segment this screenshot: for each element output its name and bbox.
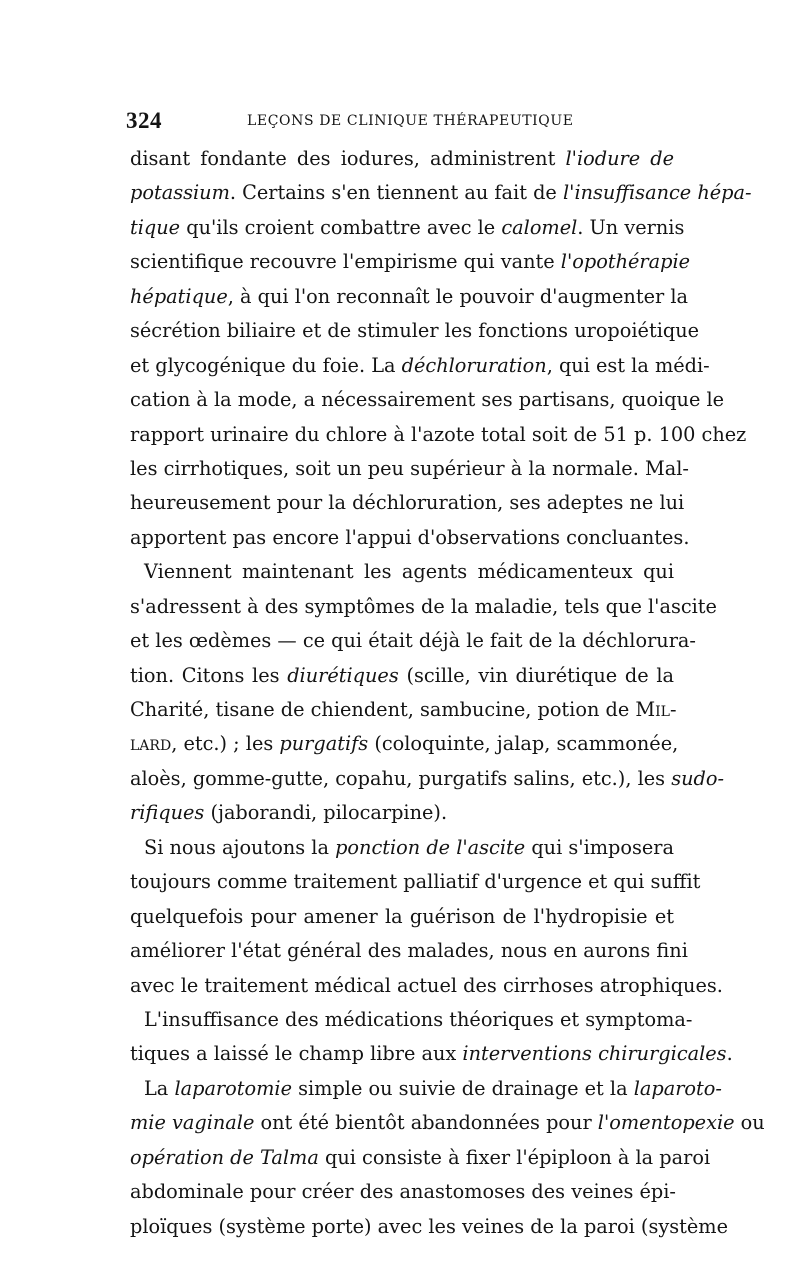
text-line: Viennent maintenant les agents médicamenteux qui <box>144 560 674 584</box>
text-line: mie vaginale ont été bientôt abandonnées pour l'omentopexie ou <box>130 1111 765 1135</box>
page-number: 324 <box>126 108 162 133</box>
text-line: L'insuffisance des médications théoriques et symptoma- <box>144 1007 693 1031</box>
text-line: tiques a laissé le champ libre aux interventions chirurgicales. <box>130 1042 733 1066</box>
text-line: disant fondante des iodures, administrent l'iodure de <box>130 147 675 170</box>
text-line: tique qu'ils croient combattre avec le calomel. Un vernis <box>130 215 685 239</box>
text-line: sécrétion biliaire et de stimuler les fonctions uropoiétique <box>130 319 700 343</box>
text-line: améliorer l'état général des malades, nous en aurons fini <box>130 939 688 963</box>
text-line: heureusement pour la déchloruration, ses adeptes ne lui <box>130 491 685 515</box>
running-head <box>126 106 686 136</box>
text-line: apportent pas encore l'appui d'observations concluantes. <box>130 525 690 549</box>
text-line: ploïques (système porte) avec les veines de la paroi (système <box>130 1214 728 1238</box>
text-line: avec le traitement médical actuel des cirrhoses atrophiques. <box>130 973 723 997</box>
text-line: et glycogénique du foie. La déchloruration, qui est la médi- <box>130 353 710 377</box>
text-line: opération de Talma qui consiste à fixer l'épiploon à la paroi <box>130 1145 711 1169</box>
text-line: Si nous ajoutons la ponction de l'ascite qui s'imposera <box>144 835 674 859</box>
body-text <box>130 142 765 1244</box>
text-line: quelquefois pour amener la guérison de l'hydropisie et <box>130 904 674 928</box>
text-line: rapport urinaire du chlore à l'azote total soit de 51 p. 100 chez <box>130 422 747 446</box>
text-line: abdominale pour créer des anastomoses des veines épi- <box>130 1180 676 1204</box>
text-line: s'adressent à des symptômes de la maladie, tels que l'ascite <box>130 594 717 618</box>
text-line: scientifique recouvre l'empirisme qui vante l'opothérapie <box>130 250 691 274</box>
text-line: lard, etc.) ; les purgatifs (coloquinte, jalap, scammonée, <box>130 732 679 756</box>
running-title: LEÇONS DE CLINIQUE THÉRAPEUTIQUE <box>247 113 574 129</box>
text-line: potassium. Certains s'en tiennent au fait de l'insuffisance hépa- <box>130 181 752 205</box>
text-line: cation à la mode, a nécessairement ses partisans, quoique le <box>130 388 725 412</box>
text-line: Charité, tisane de chiendent, sambucine, potion de Mil- <box>130 698 677 721</box>
text-line: hépatique, à qui l'on reconnaît le pouvoir d'augmenter la <box>130 284 689 308</box>
text-line: La laparotomie simple ou suivie de drainage et la laparoto- <box>144 1076 722 1100</box>
text-line: tion. Citons les diurétiques (scille, vin diurétique de la <box>130 663 674 687</box>
text-line: toujours comme traitement palliatif d'urgence et qui suffit <box>130 870 701 894</box>
text-line: aloès, gomme-gutte, copahu, purgatifs salins, etc.), les sudo- <box>130 766 724 790</box>
text-line: les cirrhotiques, soit un peu supérieur à la normale. Mal- <box>130 456 689 480</box>
text-line: et les œdèmes — ce qui était déjà le fait de la déchlorura- <box>130 629 696 653</box>
text-line: rifiques (jaborandi, pilocarpine). <box>130 801 448 825</box>
